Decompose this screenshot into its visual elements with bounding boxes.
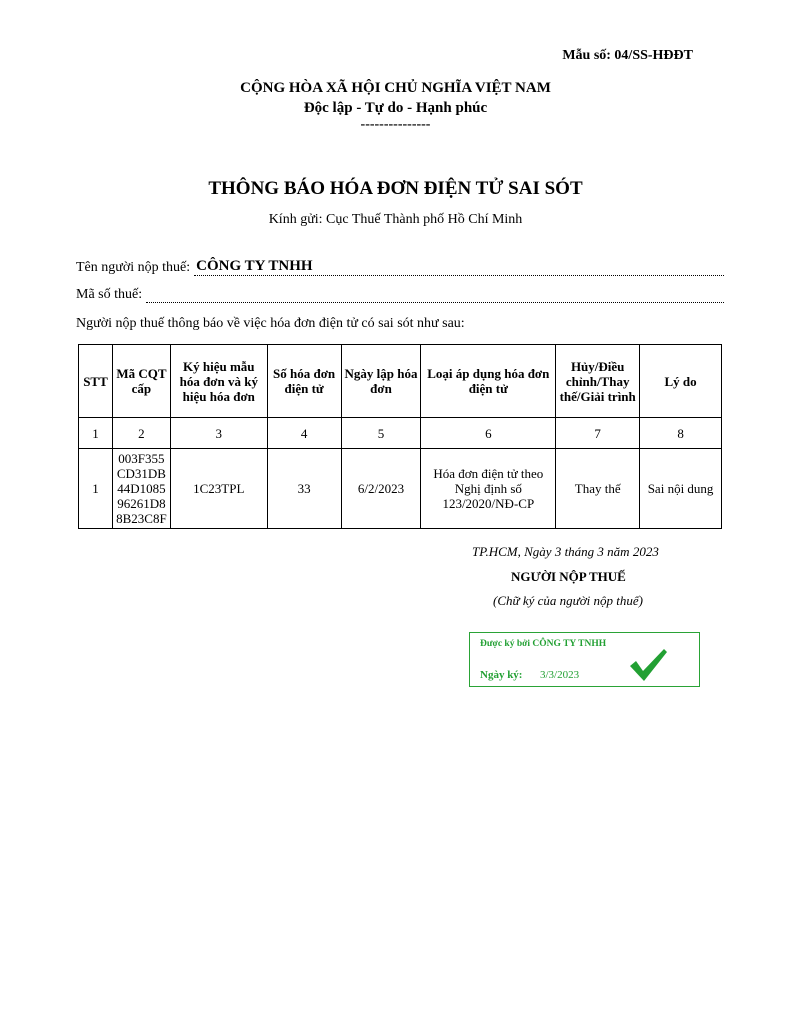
taxpayer-name-label: Tên người nộp thuế:	[76, 260, 191, 275]
header-stt: STT	[79, 345, 113, 418]
motto: Độc lập - Tự do - Hạnh phúc	[303, 100, 488, 116]
cell-loai: Hóa đơn điện tử theo Nghị định số 123/2020/NĐ-CP	[421, 449, 556, 529]
column-number: 2	[112, 418, 170, 449]
header-ma-cqt: Mã CQT cấp	[112, 345, 170, 418]
taxpayer-name-row	[76, 258, 724, 276]
header-hinh-thuc: Hủy/Điều chỉnh/Thay thế/Giải trình	[556, 345, 640, 418]
header-ly-do: Lý do	[640, 345, 722, 418]
tax-code-label: Mã số thuế:	[76, 287, 143, 302]
tax-code-row	[76, 285, 724, 303]
column-number-row	[79, 418, 722, 449]
taxpayer-name-value: CÔNG TY TNHH	[194, 258, 724, 276]
nation-heading: CỘNG HÒA XÃ HỘI CHỦ NGHĨA VIỆT NAM	[240, 80, 551, 96]
cell-ma-cqt: 003F355CD31DB44D108596261D88B23C8F	[112, 449, 170, 529]
recipient: Kính gửi: Cục Thuế Thành phố Hồ Chí Minh	[268, 212, 523, 227]
signed-by: Được ký bởi CÔNG TY TNHH	[480, 639, 607, 649]
column-number: 1	[79, 418, 113, 449]
signer-title: NGƯỜI NỘP THUẾ	[511, 569, 626, 584]
column-number: 6	[421, 418, 556, 449]
header-loai: Loại áp dụng hóa đơn điện tử	[421, 345, 556, 418]
check-icon	[628, 647, 668, 688]
form-number: Mẫu số: 04/SS-HĐĐT	[562, 48, 693, 63]
signer-note: (Chữ ký của người nộp thuế)	[493, 593, 644, 608]
error-invoice-table	[78, 344, 722, 529]
digital-signature-box[interactable]	[469, 632, 700, 687]
header-divider: ---------------	[360, 117, 431, 132]
intro-text: Người nộp thuế thông báo về việc hóa đơn điện tử có sai sót như sau:	[76, 316, 465, 331]
column-number: 8	[640, 418, 722, 449]
tax-code-value	[146, 285, 724, 303]
column-number: 5	[341, 418, 421, 449]
sign-date-label: Ngày ký:	[480, 669, 523, 681]
column-number: 7	[556, 418, 640, 449]
cell-ky-hieu: 1C23TPL	[170, 449, 267, 529]
sign-date-value: 3/3/2023	[540, 669, 580, 681]
header-ky-hieu: Ký hiệu mẫu hóa đơn và ký hiệu hóa đơn	[170, 345, 267, 418]
cell-so-hoa-don: 33	[267, 449, 341, 529]
table-row	[79, 449, 722, 529]
cell-ly-do: Sai nội dung	[640, 449, 722, 529]
table-header-row	[79, 345, 722, 418]
place-date: TP.HCM, Ngày 3 tháng 3 năm 2023	[472, 544, 659, 559]
cell-ngay-lap: 6/2/2023	[341, 449, 421, 529]
cell-stt: 1	[79, 449, 113, 529]
column-number: 3	[170, 418, 267, 449]
document-title: THÔNG BÁO HÓA ĐƠN ĐIỆN TỬ SAI SÓT	[208, 178, 583, 199]
column-number: 4	[267, 418, 341, 449]
header-so-hoa-don: Số hóa đơn điện tử	[267, 345, 341, 418]
header-ngay-lap: Ngày lập hóa đơn	[341, 345, 421, 418]
cell-hinh-thuc: Thay thế	[556, 449, 640, 529]
